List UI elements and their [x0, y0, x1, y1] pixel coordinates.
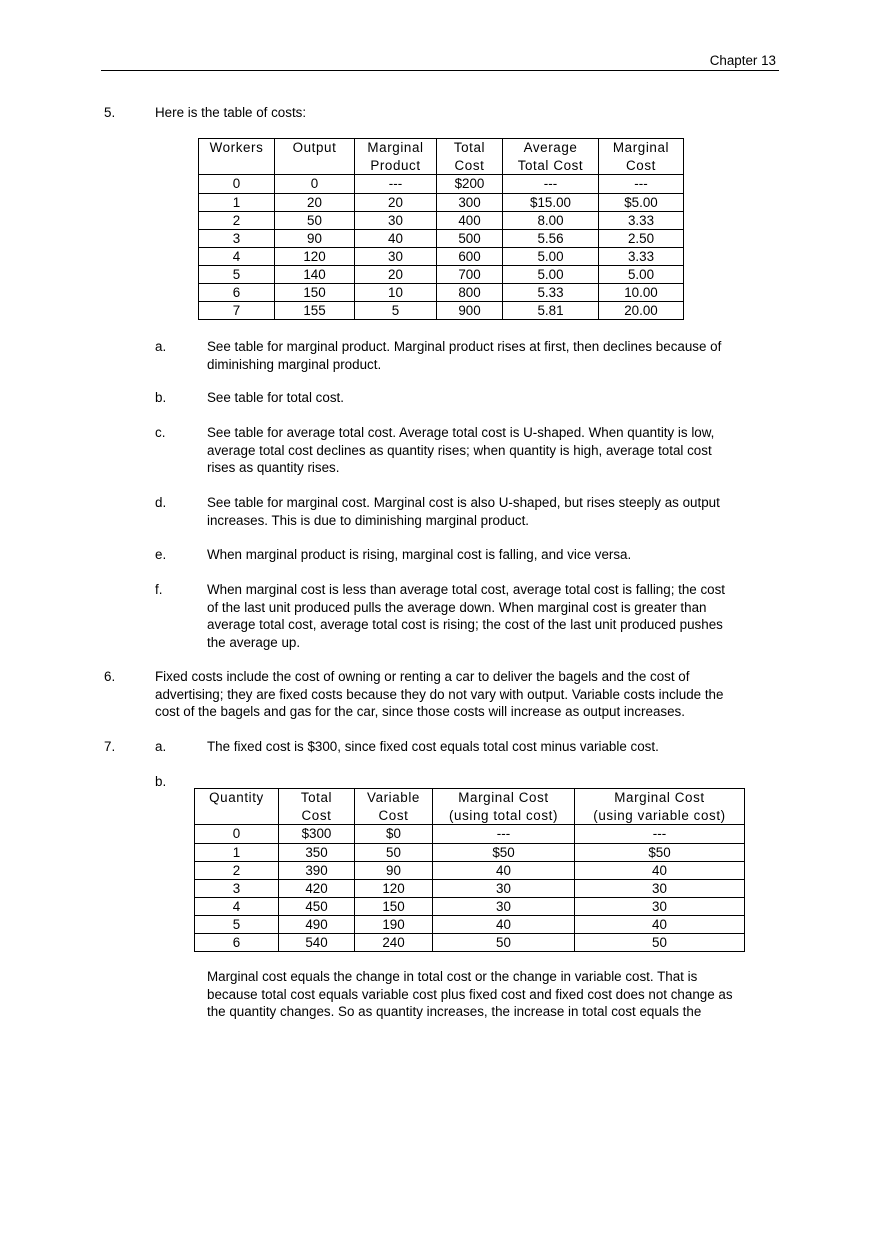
table-row: [195, 916, 745, 934]
q5-part-e-text: [207, 546, 775, 564]
table-row: [195, 825, 745, 844]
text-line: increases. This is due to diminishing marginal product.: [207, 512, 530, 528]
table-cell: 120: [275, 248, 355, 266]
q5-part-d-label: d.: [155, 495, 167, 510]
column-header: [575, 789, 745, 825]
column-header: [437, 139, 503, 175]
header-line: Average: [523, 140, 578, 155]
table-cell: 20.00: [599, 302, 684, 320]
q5-part-c-label: c.: [155, 425, 166, 440]
q7-part-b-label: b.: [155, 774, 167, 789]
table-cell: 1: [199, 194, 275, 212]
chapter-header: Chapter 13: [709, 53, 776, 68]
q6-text: [155, 668, 780, 721]
table-cell: 6: [195, 934, 279, 952]
column-header: [195, 789, 279, 825]
table-cell: ---: [355, 175, 437, 194]
text-line: See table for average total cost. Average total cost is U-shaped. When quantity is low,: [207, 425, 715, 440]
q6-number: 6.: [104, 669, 116, 684]
text-line: average total cost declines as quantity rises; when quantity is high, average total cost: [207, 442, 712, 458]
table-cell: 150: [275, 284, 355, 302]
table-cell: 240: [355, 934, 433, 952]
header-line: Total: [300, 790, 333, 805]
table-cell: 40: [575, 916, 745, 934]
header-line: Total Cost: [517, 157, 584, 173]
table-cell: $50: [575, 844, 745, 862]
column-header: [279, 789, 355, 825]
header-line: Product: [370, 157, 421, 173]
table-row: [195, 898, 745, 916]
column-header: [199, 139, 275, 175]
table-cell: 0: [199, 175, 275, 194]
table-cell: 30: [433, 880, 575, 898]
table-row: [199, 284, 684, 302]
text-line: diminishing marginal product.: [207, 356, 382, 372]
text-line: See table for marginal cost. Marginal cost is also U-shaped, but rises steeply as output: [207, 495, 720, 510]
q5-part-c-text: [207, 424, 775, 477]
header-line: Marginal: [367, 140, 424, 155]
table-cell: 150: [355, 898, 433, 916]
table-cell: 155: [275, 302, 355, 320]
table-cell: 4: [195, 898, 279, 916]
table-row: [199, 194, 684, 212]
table-cell: 40: [433, 862, 575, 880]
table-cell: 5.00: [503, 248, 599, 266]
q5-part-b-label: b.: [155, 390, 167, 405]
text-line: See table for total cost.: [207, 390, 344, 405]
q5-number: 5.: [104, 105, 116, 120]
text-line: When marginal cost is less than average total cost, average total cost is falling; the cost: [207, 582, 726, 597]
q5-part-a-text: [207, 338, 775, 373]
table-row: [199, 248, 684, 266]
table-cell: $0: [355, 825, 433, 844]
table-cell: 0: [275, 175, 355, 194]
table-cell: 190: [355, 916, 433, 934]
table-cell: 5.00: [599, 266, 684, 284]
table-cell: 30: [575, 898, 745, 916]
header-line: Marginal Cost: [458, 790, 549, 805]
q5-part-b-text: [207, 389, 775, 407]
table-cell: 30: [355, 248, 437, 266]
table-cell: 500: [437, 230, 503, 248]
table-cell: 50: [275, 212, 355, 230]
header-line: (using total cost): [448, 807, 559, 823]
q7-part-a-label: a.: [155, 739, 167, 754]
column-header: [275, 139, 355, 175]
table-cell: 400: [437, 212, 503, 230]
table-cell: 2: [199, 212, 275, 230]
text-line: because total cost equals variable cost plus fixed cost and fixed cost does not change as: [207, 986, 733, 1002]
table-cell: 5.00: [503, 266, 599, 284]
table-cell: 120: [355, 880, 433, 898]
table-cell: 90: [355, 862, 433, 880]
table-cell: 450: [279, 898, 355, 916]
table-cell: 600: [437, 248, 503, 266]
q5-part-a-label: a.: [155, 339, 167, 354]
table-cell: 30: [575, 880, 745, 898]
table-cell: ---: [503, 175, 599, 194]
table-cell: 900: [437, 302, 503, 320]
table-cell: 800: [437, 284, 503, 302]
text-line: rises as quantity rises.: [207, 460, 340, 475]
table-cell: 5: [195, 916, 279, 934]
q5-part-f-text: [207, 581, 775, 651]
table-cell: 90: [275, 230, 355, 248]
q7-number: 7.: [104, 739, 116, 754]
table-cell: 5: [355, 302, 437, 320]
column-header: [355, 139, 437, 175]
table-cell: 50: [433, 934, 575, 952]
table-row: [195, 862, 745, 880]
header-line: (using variable cost): [593, 807, 726, 823]
table-row: [199, 230, 684, 248]
header-line: Workers: [209, 140, 264, 155]
table-cell: $200: [437, 175, 503, 194]
table-cell: 0: [195, 825, 279, 844]
table-cell: 4: [199, 248, 275, 266]
table-cell: 10: [355, 284, 437, 302]
text-line: See table for marginal product. Marginal product rises at first, then declines because of: [207, 339, 722, 354]
table-cell: 140: [275, 266, 355, 284]
table-row: [199, 266, 684, 284]
table-cell: $300: [279, 825, 355, 844]
column-header: [503, 139, 599, 175]
q5-part-e-label: e.: [155, 547, 167, 562]
column-header: [433, 789, 575, 825]
text-line: advertising; they are fixed costs because they do not vary with output. Variable costs include the: [155, 686, 724, 702]
table-cell: 30: [433, 898, 575, 916]
text-line: the average up.: [207, 634, 301, 650]
table-row: [199, 212, 684, 230]
text-line: When marginal product is rising, marginal cost is falling, and vice versa.: [207, 547, 632, 562]
table-cell: 5.33: [503, 284, 599, 302]
q5-intro: Here is the table of costs:: [155, 105, 307, 120]
q7-part-a-text: The fixed cost is $300, since fixed cost equals total cost minus variable cost.: [207, 739, 659, 754]
q7-cost-table: [194, 788, 745, 952]
q7-conclusion: [207, 968, 775, 1021]
table-cell: $50: [433, 844, 575, 862]
header-line: Output: [292, 140, 337, 155]
table-cell: 8.00: [503, 212, 599, 230]
table-cell: 40: [355, 230, 437, 248]
table-cell: 3.33: [599, 212, 684, 230]
table-cell: ---: [575, 825, 745, 844]
table-cell: 1: [195, 844, 279, 862]
header-line: Marginal: [612, 140, 670, 155]
q5-cost-table: [198, 138, 684, 320]
table-cell: 50: [355, 844, 433, 862]
table-cell: 350: [279, 844, 355, 862]
header-line: Quantity: [209, 790, 264, 805]
table-cell: 10.00: [599, 284, 684, 302]
table-cell: 490: [279, 916, 355, 934]
table-cell: 300: [437, 194, 503, 212]
table-cell: 5.81: [503, 302, 599, 320]
table-cell: ---: [599, 175, 684, 194]
header-line: Total: [453, 140, 486, 155]
table-row: [199, 302, 684, 320]
header-line: Cost: [378, 807, 409, 823]
table-cell: 3: [199, 230, 275, 248]
text-line: Marginal cost equals the change in total cost or the change in variable cost. That is: [207, 969, 698, 984]
table-cell: 40: [433, 916, 575, 934]
header-line: Variable: [367, 790, 420, 805]
table-cell: 20: [355, 266, 437, 284]
table-cell: 540: [279, 934, 355, 952]
table-row: [199, 175, 684, 194]
table-cell: 30: [355, 212, 437, 230]
header-line: Cost: [301, 807, 332, 823]
column-header: [599, 139, 684, 175]
table-cell: $5.00: [599, 194, 684, 212]
table-cell: 3.33: [599, 248, 684, 266]
table-cell: 5.56: [503, 230, 599, 248]
table-header-row: [195, 789, 745, 825]
q5-part-f-label: f.: [155, 582, 163, 597]
table-cell: 2: [195, 862, 279, 880]
table-cell: 3: [195, 880, 279, 898]
text-line: cost of the bagels and gas for the car, since those costs will increase as output increases.: [155, 704, 685, 719]
table-cell: 700: [437, 266, 503, 284]
table-cell: ---: [433, 825, 575, 844]
table-row: [195, 844, 745, 862]
table-cell: 5: [199, 266, 275, 284]
table-cell: 2.50: [599, 230, 684, 248]
text-line: average total cost, average total cost is rising; the cost of the last unit produced pushes: [207, 617, 723, 632]
table-cell: $15.00: [503, 194, 599, 212]
header-line: Cost: [626, 157, 656, 173]
text-line: the quantity changes. So as quantity increases, the increase in total cost equals the: [207, 1004, 702, 1019]
table-cell: 20: [355, 194, 437, 212]
text-line: of the last unit produced pulls the average down. When marginal cost is greater than: [207, 599, 707, 615]
table-cell: 420: [279, 880, 355, 898]
table-row: [195, 880, 745, 898]
q5-part-d-text: [207, 494, 775, 529]
table-row: [195, 934, 745, 952]
column-header: [355, 789, 433, 825]
table-cell: 20: [275, 194, 355, 212]
text-line: Fixed costs include the cost of owning or renting a car to deliver the bagels and the cost of: [155, 669, 690, 684]
table-header-row: [199, 139, 684, 175]
header-rule: [101, 70, 779, 71]
header-line: Cost: [454, 157, 485, 173]
header-line: Marginal Cost: [614, 790, 705, 805]
table-cell: 390: [279, 862, 355, 880]
table-cell: 7: [199, 302, 275, 320]
table-cell: 40: [575, 862, 745, 880]
table-cell: 6: [199, 284, 275, 302]
table-cell: 50: [575, 934, 745, 952]
